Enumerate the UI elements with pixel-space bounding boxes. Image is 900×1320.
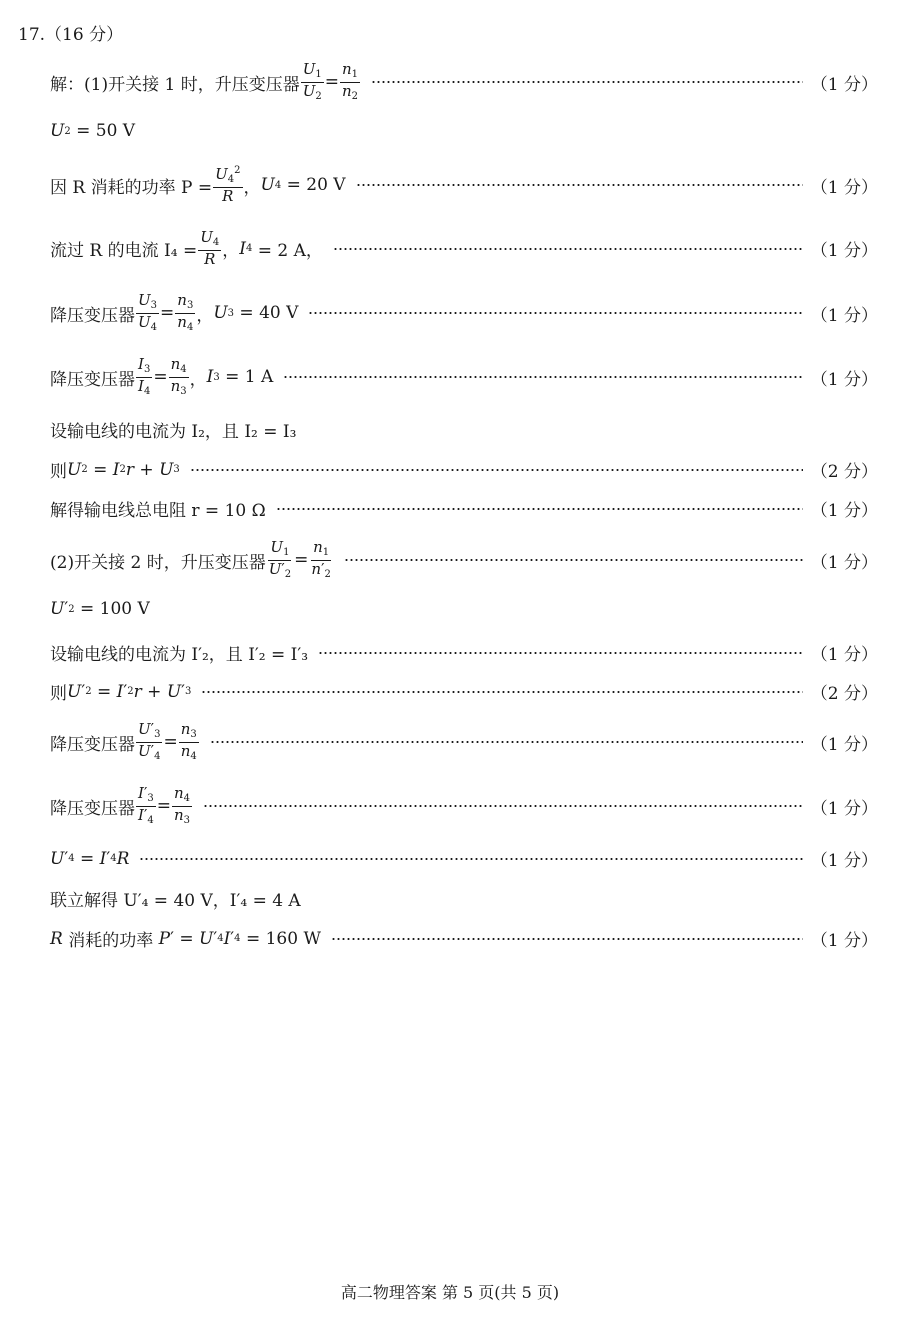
solution-line-1: 解：(1)开关接 1 时，升压变压器 $\frac{U_1}{U_2}$ = $\frac{n_1}{n_2}$ （1 分） bbox=[50, 60, 878, 102]
solution-line-14: 降压变压器 $\frac{U'_3}{U'_4}$ = $\frac{n_3}{n_4}$ （1 分） bbox=[50, 720, 878, 762]
solution-line-6: 降压变压器 $\frac{I_3}{I_4}$ = $\frac{n_4}{n_3}$ ， I 3 = 1 A （1 分） bbox=[50, 355, 878, 397]
ratio-u4sq-r: $\frac{U_4^2}{R}$ bbox=[215, 165, 241, 205]
leader-dots bbox=[210, 739, 803, 745]
line-text: 降压变压器 bbox=[50, 798, 135, 819]
ratio-n1-n2: $\frac{n_1}{n_2}$ bbox=[342, 60, 359, 102]
line-text: 解得输电线总电阻 r = 10 Ω bbox=[50, 501, 266, 521]
line-text: 流过 R 的电流 I₄ = bbox=[50, 241, 198, 262]
line-text: 降压变压器 bbox=[50, 734, 135, 755]
score-label: （1 分） bbox=[810, 369, 878, 390]
solution-line-2: U 2 = 50 V bbox=[50, 121, 136, 141]
ratio-n4-n3: $\frac{n_4}{n_3}$ bbox=[170, 355, 187, 397]
line-text: 解：(1)开关接 1 时，升压变压器 bbox=[50, 74, 300, 95]
leader-dots bbox=[139, 856, 802, 862]
solution-line-5: 降压变压器 $\frac{U_3}{U_4}$ = $\frac{n_3}{n_4}$ ， U 3 = 40 V （1 分） bbox=[50, 291, 878, 333]
leader-dots bbox=[331, 936, 803, 942]
ratio-n1-n2prime: $\frac{n_1}{n'_2}$ bbox=[311, 538, 331, 580]
score-label: （1 分） bbox=[810, 851, 878, 871]
solution-line-13: 则 U ′ 2 = I ′ 2 r + U ′ 3 （2 分） bbox=[50, 679, 878, 704]
question-header: 17.（16 分） bbox=[18, 25, 124, 45]
solution-line-16: U ′ 4 = I ′ 4 R （1 分） bbox=[50, 846, 878, 871]
score-label: （1 分） bbox=[810, 798, 878, 819]
solution-line-7 bbox=[50, 417, 878, 442]
leader-dots bbox=[276, 506, 803, 512]
solution-line-15: 降压变压器 $\frac{I'_3}{I'_4}$ = $\frac{n_4}{n_3}$ （1 分） bbox=[50, 784, 878, 826]
line-text: 因 R 消耗的功率 P = bbox=[50, 177, 213, 198]
score-label: （1 分） bbox=[810, 931, 878, 951]
solution-line-8: 则 U 2 = I 2 r + U 3 （2 分） bbox=[50, 457, 878, 482]
ratio-n3-n4: $\frac{n_3}{n_4}$ bbox=[177, 291, 194, 333]
ratio-i3-i4: $\frac{I_3}{I_4}$ bbox=[138, 355, 151, 397]
ratio-u4-r: $\frac{U_4}{R}$ bbox=[200, 228, 220, 268]
solution-line-10: (2)开关接 2 时，升压变压器 $\frac{U_1}{U'_2}$ = $\frac{n_1}{n'_2}$ （1 分） bbox=[50, 538, 878, 580]
solution-line-3: 因 R 消耗的功率 P = $\frac{U_4^2}{R}$ ， U 4 = 20 V （1 分） bbox=[50, 165, 878, 205]
ratio-u1-u2prime: $\frac{U_1}{U'_2}$ bbox=[268, 538, 292, 580]
score-label: （1 分） bbox=[810, 241, 878, 262]
line-text: 联立解得 U′₄ = 40 V，I′₄ = 4 A bbox=[50, 891, 301, 911]
solution-line-4: 流过 R 的电流 I₄ = $\frac{U_4}{R}$ ， I 4 = 2 A， （1 分） bbox=[50, 228, 878, 268]
score-label: （2 分） bbox=[810, 684, 878, 704]
ratio-i3prime-i4prime: $\frac{I'_3}{I'_4}$ bbox=[138, 784, 154, 826]
leader-dots bbox=[371, 79, 803, 85]
solution-line-18: R 消耗的功率 P ′ = U ′ 4 I ′ 4 = 160 W （1 分） bbox=[50, 926, 878, 951]
ratio-u3prime-u4prime: $\frac{U'_3}{U'_4}$ bbox=[138, 720, 161, 762]
score-label: （1 分） bbox=[810, 74, 878, 95]
solution-line-11: U ′ 2 = 100 V bbox=[50, 599, 150, 619]
ratio-n3-n4: $\frac{n_3}{n_4}$ bbox=[180, 720, 197, 762]
line-text: 设输电线的电流为 I₂，且 I₂ = I₃ bbox=[50, 422, 297, 442]
score-label: （2 分） bbox=[810, 462, 878, 482]
ratio-u3-u4: $\frac{U_3}{U_4}$ bbox=[138, 291, 158, 333]
leader-dots bbox=[308, 310, 802, 316]
solution-line-12 bbox=[50, 640, 878, 665]
line-text: 设输电线的电流为 I′₂，且 I′₂ = I′₃ bbox=[50, 645, 309, 665]
score-label: （1 分） bbox=[810, 305, 878, 326]
leader-dots bbox=[333, 246, 803, 252]
score-label: （1 分） bbox=[810, 501, 878, 521]
score-label: （1 分） bbox=[810, 645, 878, 665]
page-footer: 高二物理答案 第 5 页(共 5 页) bbox=[340, 1283, 560, 1302]
score-label: （1 分） bbox=[810, 552, 878, 573]
leader-dots bbox=[203, 803, 803, 809]
line-text: (2)开关接 2 时，升压变压器 bbox=[50, 552, 266, 573]
leader-dots bbox=[190, 467, 803, 473]
ratio-n4-n3: $\frac{n_4}{n_3}$ bbox=[173, 784, 191, 826]
leader-dots bbox=[344, 557, 803, 563]
leader-dots bbox=[318, 650, 803, 656]
line-text: 降压变压器 bbox=[50, 369, 135, 390]
ratio-u1-u2: $\frac{U_1}{U_2}$ bbox=[302, 60, 322, 102]
line-text: 降压变压器 bbox=[50, 305, 135, 326]
solution-line-17 bbox=[50, 886, 878, 911]
score-label: （1 分） bbox=[810, 734, 878, 755]
score-label: （1 分） bbox=[810, 177, 878, 198]
leader-dots bbox=[356, 182, 803, 188]
leader-dots bbox=[201, 689, 802, 695]
solution-line-9 bbox=[50, 496, 878, 521]
leader-dots bbox=[283, 374, 803, 380]
